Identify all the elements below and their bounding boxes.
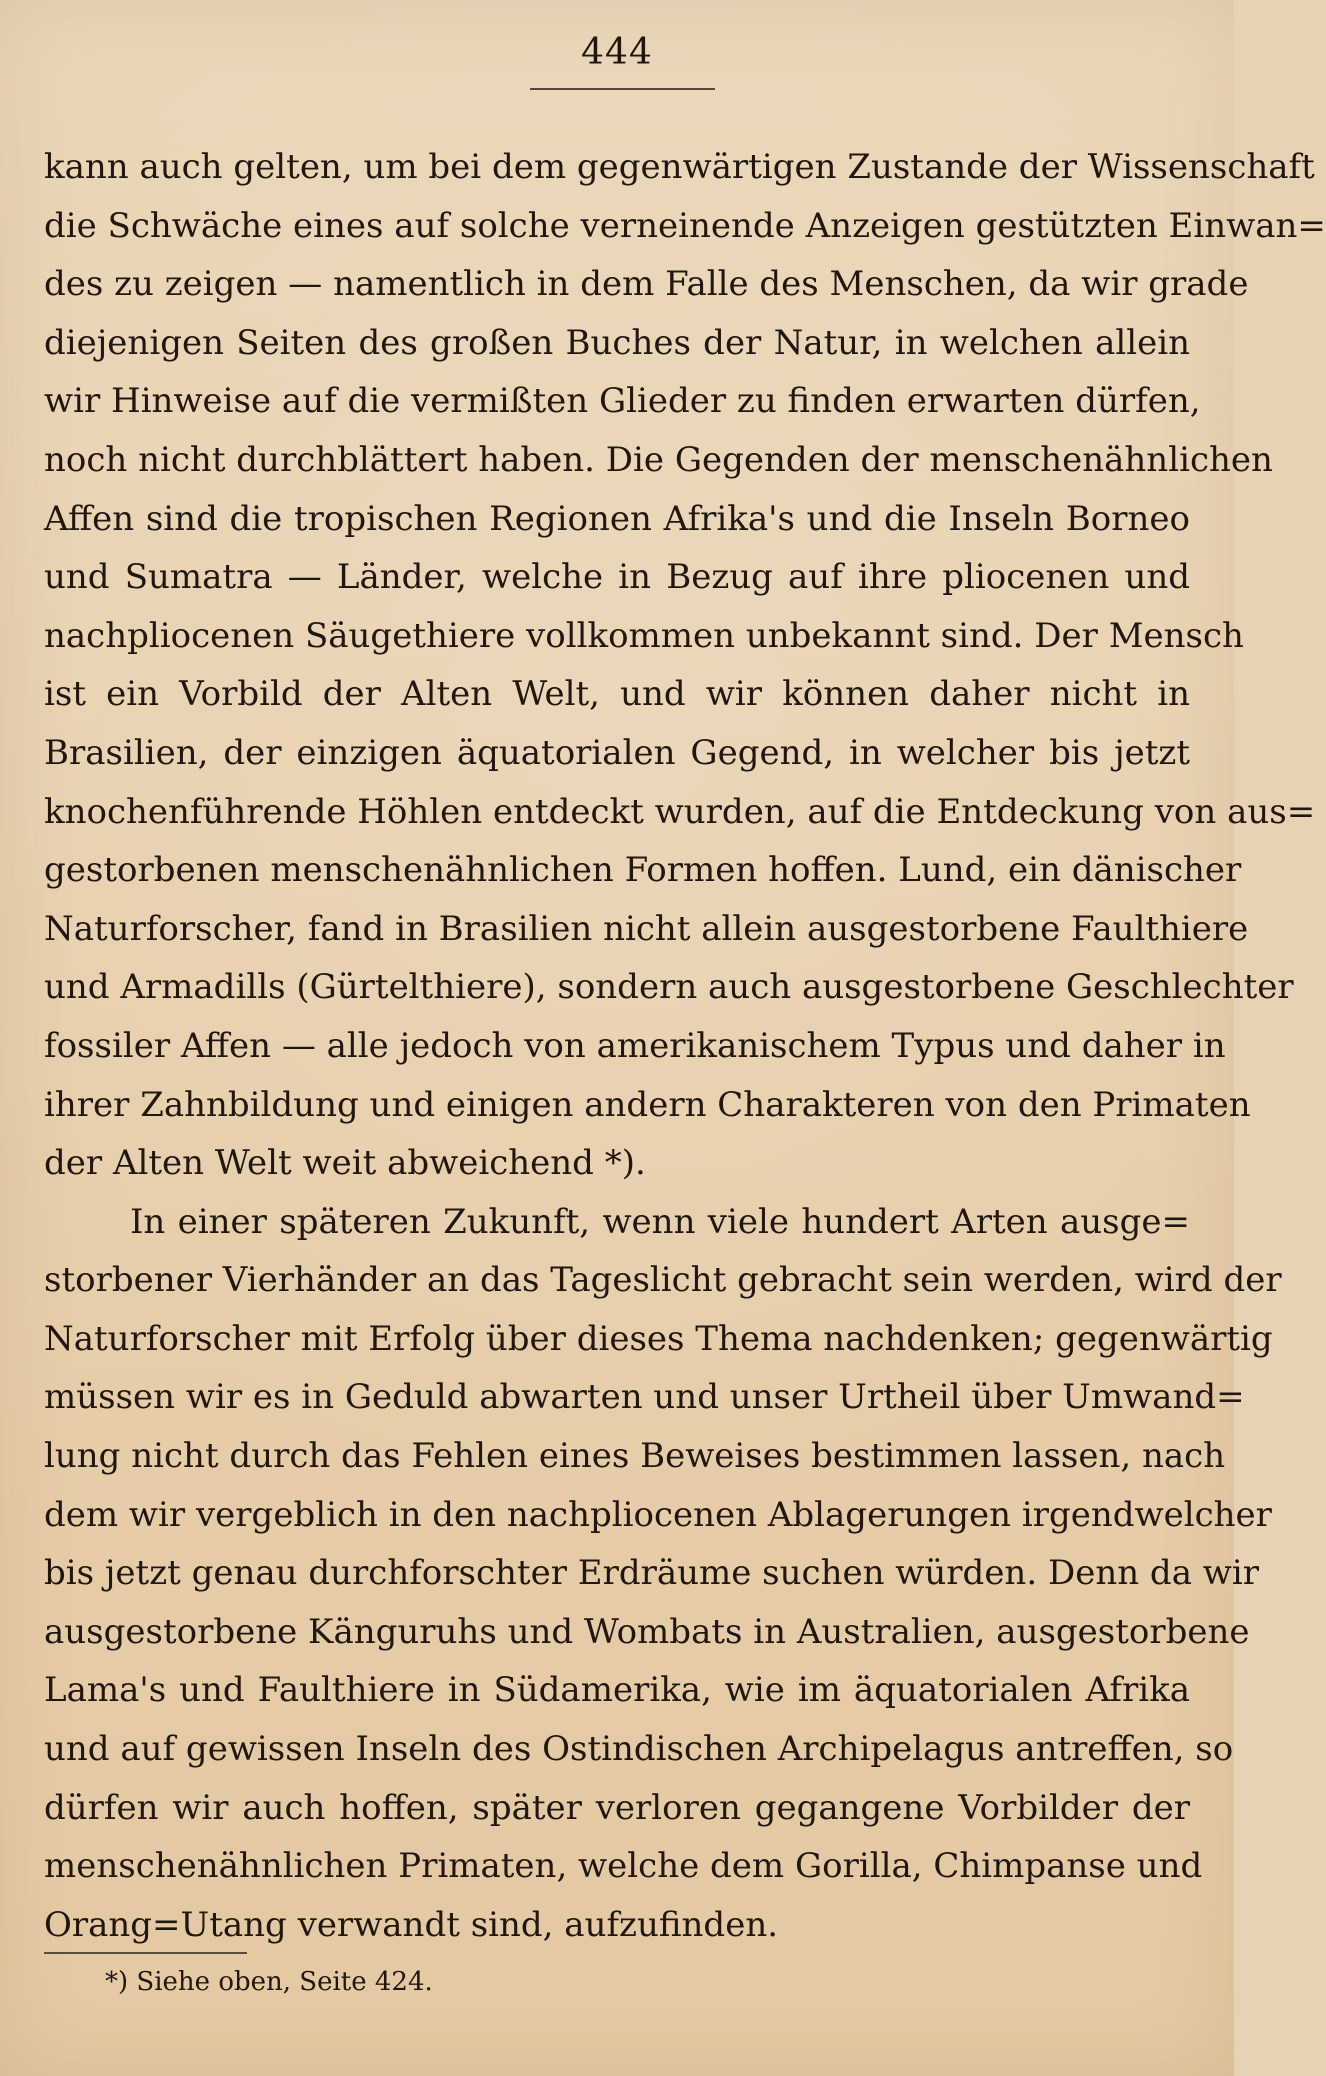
text-line: bis jetzt genau durchforschter Erdräume suchen würden. Denn da wir — [44, 1553, 1260, 1594]
text-line: und Sumatra — Länder, welche in Bezug auf ihre pliocenen und — [44, 557, 1190, 598]
text-line: In einer späteren Zukunft, wenn viele hundert Arten ausge= — [130, 1201, 1190, 1242]
text-line: dürfen wir auch hoffen, später verloren gegangene Vorbilder der — [44, 1787, 1190, 1828]
text-line: und Armadills (Gürtelthiere), sondern auch ausgestorbene Geschlechter — [44, 967, 1294, 1008]
text-line: Orang=Utang verwandt sind, aufzufinden. — [44, 1904, 779, 1945]
page-number-rule — [530, 88, 715, 90]
paragraph-2 — [44, 1193, 1282, 1955]
text-line: knochenführende Höhlen entdeckt wurden, auf die Entdeckung von aus= — [44, 791, 1316, 832]
text-line: Brasilien, der einzigen äquatorialen Gegend, in welcher bis jetzt — [44, 732, 1190, 773]
text-line: Naturforscher, fand in Brasilien nicht allein ausgestorbene Faulthiere — [44, 908, 1249, 949]
text-line: menschenähnlichen Primaten, welche dem Gorilla, Chimpanse und — [44, 1846, 1203, 1887]
text-line: gestorbenen menschenähnlichen Formen hoffen. Lund, ein dänischer — [44, 850, 1242, 891]
text-line: Naturforscher mit Erfolg über dieses Thema nachdenken; gegenwärtig — [44, 1318, 1273, 1359]
text-line: storbener Vierhänder an das Tageslicht gebracht sein werden, wird der — [44, 1260, 1282, 1301]
page-number: 444 — [581, 32, 653, 73]
text-line: die Schwäche eines auf solche verneinende Anzeigen gestützten Einwan= — [44, 205, 1326, 246]
text-line: wir Hinweise auf die vermißten Glieder zu finden erwarten dürfen, — [44, 381, 1201, 422]
text-line: der Alten Welt weit abweichend *). — [44, 1143, 646, 1184]
text-line: ausgestorbene Känguruhs und Wombats in Australien, ausgestorbene — [44, 1611, 1250, 1652]
text-line: nachpliocenen Säugethiere vollkommen unbekannt sind. Der Mensch — [44, 615, 1244, 656]
text-line: diejenigen Seiten des großen Buches der Natur, in welchen allein — [44, 322, 1190, 363]
text-line: müssen wir es in Geduld abwarten und unser Urtheil über Umwand= — [44, 1377, 1245, 1418]
footnote: *) Siehe oben, Seite 424. — [105, 1967, 433, 1997]
text-line: fossiler Affen — alle jedoch von amerikanischem Typus und daher in — [44, 1025, 1226, 1066]
text-line: und auf gewissen Inseln des Ostindischen Archipelagus antreffen, so — [44, 1729, 1234, 1770]
text-line: des zu zeigen — namentlich in dem Falle des Menschen, da wir grade — [44, 264, 1249, 305]
text-line: dem wir vergeblich in den nachpliocenen Ablagerungen irgendwelcher — [44, 1494, 1272, 1535]
paragraph-1 — [44, 138, 1326, 1193]
text-line: ist ein Vorbild der Alten Welt, und wir können daher nicht in — [44, 674, 1190, 715]
text-line: Affen sind die tropischen Regionen Afrika's und die Inseln Borneo — [44, 498, 1190, 539]
text-line: lung nicht durch das Fehlen eines Beweises bestimmen lassen, nach — [44, 1436, 1226, 1477]
footnote-rule — [44, 1952, 247, 1954]
text-line: kann auch gelten, um bei dem gegenwärtigen Zustande der Wissenschaft — [44, 147, 1315, 187]
text-line: Lama's und Faulthiere in Südamerika, wie im äquatorialen Afrika — [44, 1670, 1190, 1711]
main-text — [44, 138, 1326, 1954]
text-line: ihrer Zahnbildung und einigen andern Charakteren von den Primaten — [44, 1084, 1251, 1125]
text-line: noch nicht durchblättert haben. Die Gegenden der menschenähnlichen — [44, 439, 1273, 480]
